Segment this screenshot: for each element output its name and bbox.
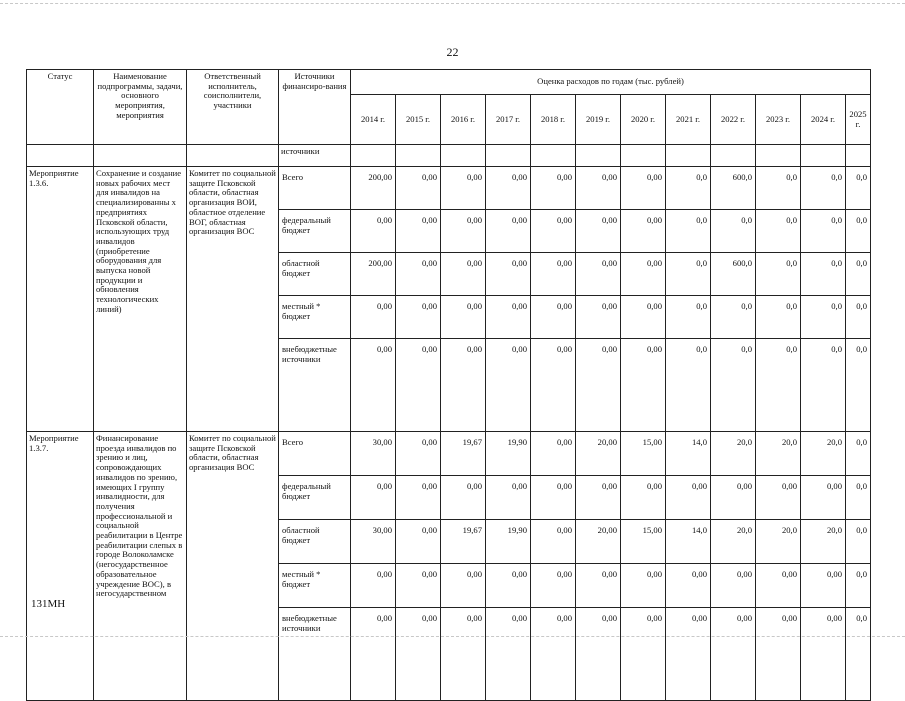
value-cell: 0,00	[621, 296, 666, 339]
value-cell: 0,0	[711, 296, 756, 339]
header-year: 2016 г.	[441, 95, 486, 145]
value-cell: 0,00	[486, 210, 531, 253]
expense-table	[26, 69, 871, 701]
value-cell: 0,00	[351, 564, 396, 608]
measure-name: Сохранение и создание новых рабочих мест для инвалидов на специализированны х предприятиях Псковской области, использующих труд инвалидов (приобретение оборудования для выпуска новой продукции и обновления технологических линий)	[94, 167, 187, 432]
header-year: 2023 г.	[756, 95, 801, 145]
value-cell: 0,00	[486, 564, 531, 608]
value-cell: 0,00	[666, 476, 711, 520]
value-cell: 0,0	[756, 339, 801, 432]
value-cell: 0,0	[801, 167, 846, 210]
value-cell: 0,00	[396, 520, 441, 564]
header-row-top	[27, 70, 871, 95]
header-year: 2017 г.	[486, 95, 531, 145]
header-responsible: Ответственный исполнитель, соисполнители, участники	[187, 70, 279, 145]
value-cell: 0,00	[711, 564, 756, 608]
funding-source-cell: областной бюджет	[279, 253, 351, 296]
value-cell: 19,67	[441, 432, 486, 476]
value-cell: 0,00	[486, 476, 531, 520]
value-cell: 15,00	[621, 432, 666, 476]
value-cell: 0,00	[621, 210, 666, 253]
value-cell: 0,0	[756, 253, 801, 296]
value-cell: 0,00	[576, 167, 621, 210]
value-cell: 30,00	[351, 520, 396, 564]
value-cell: 0,00	[801, 608, 846, 701]
value-cell: 0,00	[576, 296, 621, 339]
value-cell: 0,00	[531, 253, 576, 296]
top-dashed-border	[0, 3, 905, 4]
value-cell: 0,00	[576, 608, 621, 701]
carry-source-cell: источники	[279, 145, 351, 167]
value-cell: 0,0	[801, 296, 846, 339]
page-number: 22	[446, 45, 459, 59]
header-estimate: Оценка расходов по годам (тыс. рублей)	[351, 70, 871, 95]
header-year: 2025 г.	[846, 95, 871, 145]
value-cell: 0,00	[396, 296, 441, 339]
value-cell: 0,00	[486, 253, 531, 296]
value-cell: 0,00	[441, 253, 486, 296]
value-cell: 0,00	[441, 476, 486, 520]
value-cell: 0,00	[441, 564, 486, 608]
value-cell: 0,0	[846, 564, 871, 608]
value-cell: 0,00	[756, 564, 801, 608]
value-cell: 0,00	[486, 167, 531, 210]
value-cell: 0,00	[621, 253, 666, 296]
measure-status: Мероприятие 1.3.6.	[27, 167, 94, 432]
footer-code: 131МН	[31, 598, 66, 610]
value-cell: 0,0	[846, 476, 871, 520]
value-cell: 0,00	[531, 520, 576, 564]
value-cell: 14,0	[666, 520, 711, 564]
value-cell: 0,00	[486, 608, 531, 701]
value-cell: 20,00	[576, 520, 621, 564]
value-cell: 19,90	[486, 520, 531, 564]
header-year: 2020 г.	[621, 95, 666, 145]
funding-source-cell: местный * бюджет	[279, 564, 351, 608]
value-cell: 0,00	[756, 608, 801, 701]
value-cell: 600,0	[711, 167, 756, 210]
header-name: Наименование подпрограммы, задачи, основного мероприятия, мероприятия	[94, 70, 187, 145]
value-cell: 0,00	[621, 564, 666, 608]
value-cell: 0,0	[711, 210, 756, 253]
value-cell: 20,0	[801, 520, 846, 564]
value-cell: 0,00	[711, 608, 756, 701]
measure-block	[27, 167, 871, 432]
value-cell: 20,0	[801, 432, 846, 476]
value-cell: 0,00	[576, 339, 621, 432]
value-cell: 0,00	[531, 432, 576, 476]
value-cell: 0,00	[351, 476, 396, 520]
value-cell: 30,00	[351, 432, 396, 476]
funding-source-cell: Всего	[279, 167, 351, 210]
measure-block	[27, 432, 871, 701]
value-cell: 0,00	[396, 167, 441, 210]
value-cell: 0,00	[666, 564, 711, 608]
value-cell: 20,00	[576, 432, 621, 476]
header-year: 2022 г.	[711, 95, 756, 145]
value-cell: 200,00	[351, 253, 396, 296]
value-cell: 0,0	[666, 253, 711, 296]
value-cell: 19,67	[441, 520, 486, 564]
value-cell: 0,00	[351, 296, 396, 339]
header-status: Статус	[27, 70, 94, 145]
value-cell: 0,0	[801, 210, 846, 253]
value-cell: 0,00	[441, 608, 486, 701]
value-cell: 0,00	[621, 339, 666, 432]
value-cell: 0,00	[621, 167, 666, 210]
table-row	[27, 432, 871, 476]
value-cell: 0,00	[621, 476, 666, 520]
value-cell: 0,00	[576, 210, 621, 253]
value-cell: 0,00	[486, 296, 531, 339]
funding-source-cell: местный * бюджет	[279, 296, 351, 339]
bottom-dashed-border	[0, 636, 905, 637]
value-cell: 19,90	[486, 432, 531, 476]
value-cell: 0,00	[396, 253, 441, 296]
value-cell: 20,0	[756, 520, 801, 564]
value-cell: 0,00	[711, 476, 756, 520]
header-year: 2015 г.	[396, 95, 441, 145]
value-cell: 0,00	[396, 476, 441, 520]
value-cell: 0,00	[396, 608, 441, 701]
value-cell: 0,00	[531, 339, 576, 432]
header-year: 2021 г.	[666, 95, 711, 145]
value-cell: 0,0	[846, 167, 871, 210]
value-cell: 0,00	[441, 167, 486, 210]
value-cell: 15,00	[621, 520, 666, 564]
header-year: 2019 г.	[576, 95, 621, 145]
value-cell: 0,00	[531, 476, 576, 520]
value-cell: 0,0	[846, 210, 871, 253]
value-cell: 0,0	[756, 167, 801, 210]
value-cell: 0,00	[621, 608, 666, 701]
funding-source-cell: внебюджетные источники	[279, 608, 351, 701]
value-cell: 0,0	[846, 339, 871, 432]
value-cell: 0,0	[756, 296, 801, 339]
value-cell: 0,00	[396, 210, 441, 253]
value-cell: 0,0	[666, 210, 711, 253]
value-cell: 0,00	[396, 432, 441, 476]
value-cell: 0,0	[846, 608, 871, 701]
funding-source-cell: Всего	[279, 432, 351, 476]
value-cell: 0,00	[666, 608, 711, 701]
value-cell: 0,0	[801, 253, 846, 296]
header-year: 2018 г.	[531, 95, 576, 145]
value-cell: 0,00	[486, 339, 531, 432]
value-cell: 0,0	[666, 167, 711, 210]
funding-source-cell: внебюджетные источники	[279, 339, 351, 432]
value-cell: 0,00	[801, 564, 846, 608]
measure-name: Финансирование проезда инвалидов по зрению и лиц, сопровождающих инвалидов по зрению, имеющих I группу инвалидности, для получения профессиональной и социальной реабилитации в Центре реабилитации слепых в городе Волоколамске (негосударственное образовательное учреждение ВОС), в негосударственном	[94, 432, 187, 701]
header-year: 2024 г.	[801, 95, 846, 145]
value-cell: 0,00	[576, 253, 621, 296]
measure-status: Мероприятие 1.3.7.	[27, 432, 94, 701]
value-cell: 20,0	[711, 432, 756, 476]
value-cell: 0,0	[756, 210, 801, 253]
header-year: 2014 г.	[351, 95, 396, 145]
value-cell: 0,00	[531, 167, 576, 210]
value-cell: 0,00	[396, 564, 441, 608]
value-cell: 0,00	[351, 608, 396, 701]
value-cell: 0,00	[351, 339, 396, 432]
value-cell: 0,0	[846, 520, 871, 564]
value-cell: 600,0	[711, 253, 756, 296]
table-row	[27, 167, 871, 210]
value-cell: 0,0	[846, 296, 871, 339]
value-cell: 14,0	[666, 432, 711, 476]
value-cell: 0,00	[441, 339, 486, 432]
value-cell: 0,00	[441, 210, 486, 253]
value-cell: 0,0	[711, 339, 756, 432]
value-cell: 0,00	[396, 339, 441, 432]
value-cell: 20,0	[756, 432, 801, 476]
value-cell: 0,00	[801, 476, 846, 520]
carry-over-row	[27, 145, 871, 167]
measure-responsible: Комитет по социальной защите Псковской области, областная организация ВОИ, областное отделение ВОГ, областная организация ВОС	[187, 167, 279, 432]
value-cell: 0,00	[531, 210, 576, 253]
measure-responsible: Комитет по социальной защите Псковской области, областная организация ВОС	[187, 432, 279, 701]
value-cell: 0,00	[576, 564, 621, 608]
funding-source-cell: областной бюджет	[279, 520, 351, 564]
header-sources: Источники финансиро-вания	[279, 70, 351, 145]
funding-source-cell: федеральный бюджет	[279, 210, 351, 253]
value-cell: 200,00	[351, 167, 396, 210]
value-cell: 0,0	[846, 253, 871, 296]
value-cell: 0,0	[666, 296, 711, 339]
value-cell: 0,00	[576, 476, 621, 520]
value-cell: 0,00	[351, 210, 396, 253]
value-cell: 0,00	[441, 296, 486, 339]
funding-source-cell: федеральный бюджет	[279, 476, 351, 520]
value-cell: 0,00	[531, 296, 576, 339]
value-cell: 0,00	[531, 564, 576, 608]
value-cell: 20,0	[711, 520, 756, 564]
value-cell: 0,00	[531, 608, 576, 701]
value-cell: 0,00	[756, 476, 801, 520]
value-cell: 0,0	[846, 432, 871, 476]
value-cell: 0,0	[801, 339, 846, 432]
value-cell: 0,0	[666, 339, 711, 432]
